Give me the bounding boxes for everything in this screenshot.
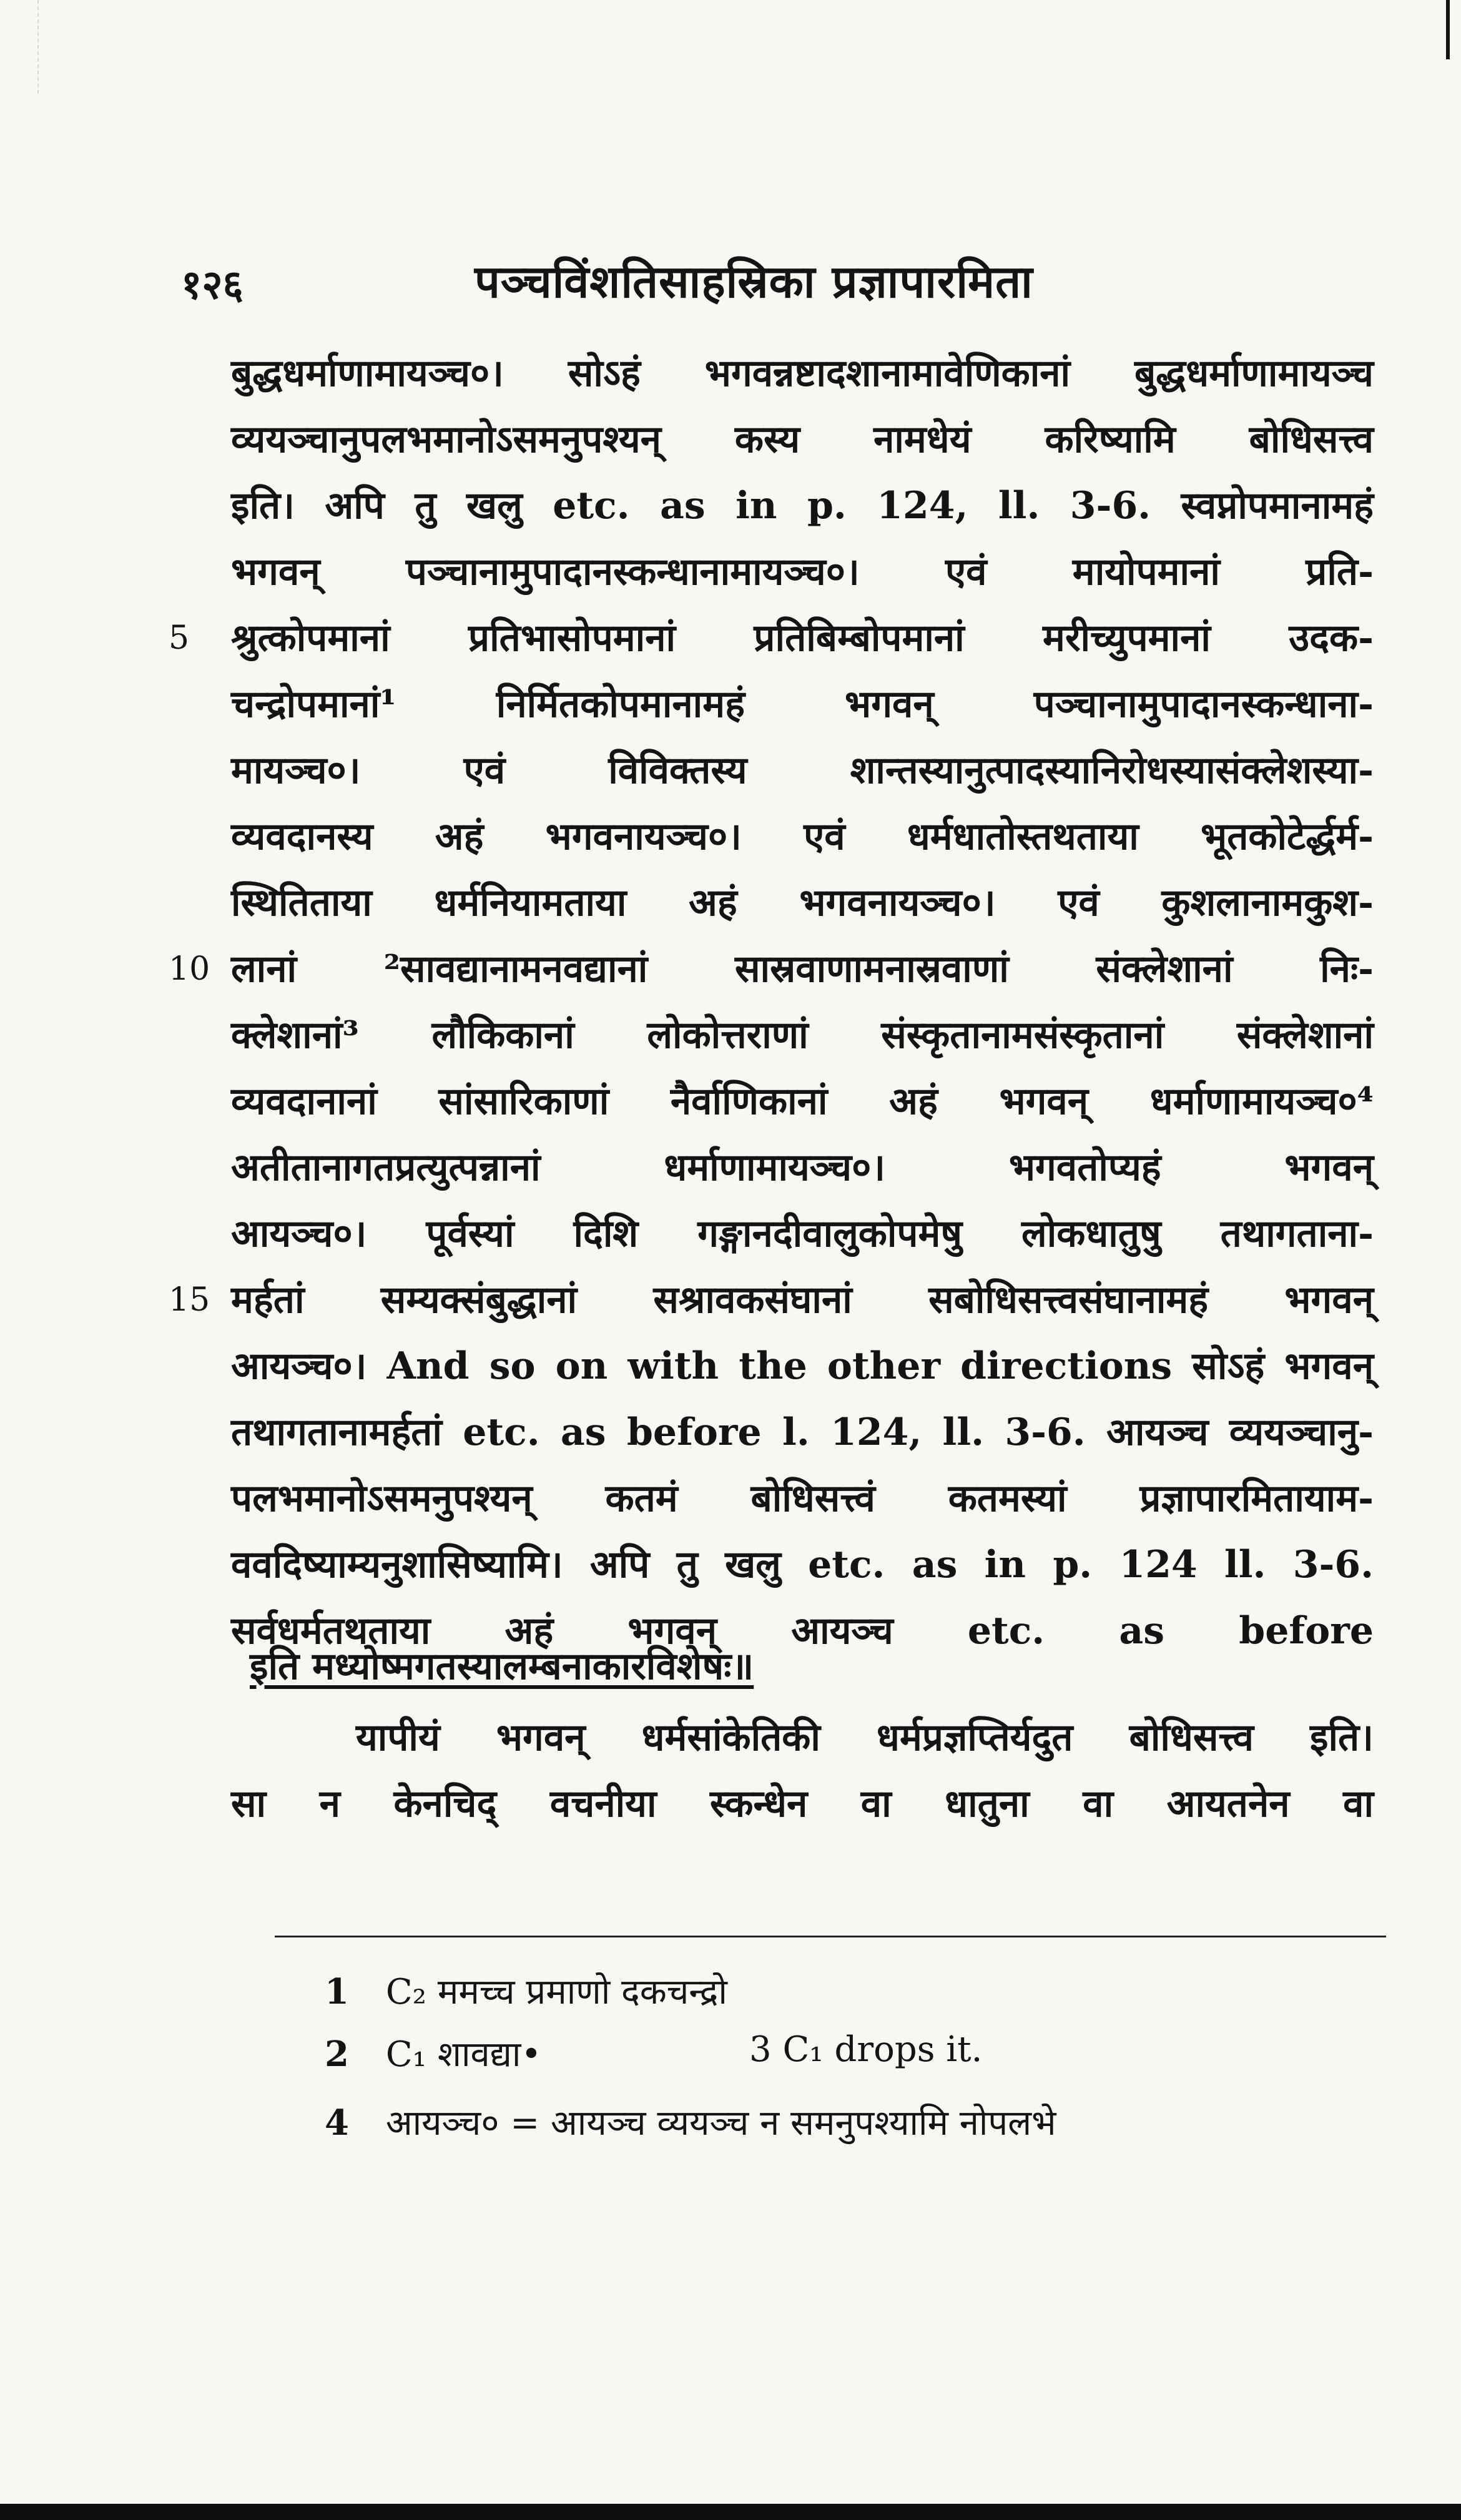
text-line xyxy=(231,1532,1374,1598)
page-number: १२६ xyxy=(181,262,244,308)
line-text: चन्द्रोपमानां¹ निर्मितकोपमानामहं भगवन् पञ्चानामुपादानस्कन्धाना- xyxy=(231,682,1374,726)
line-text: व्ययञ्चानुपलभमानोऽसमनुपश्यन् कस्य नामधेयं करिष्यामि बोधिसत्त्व xyxy=(231,418,1374,461)
text-line xyxy=(169,1267,1374,1333)
footnote-number: 4 xyxy=(325,2102,349,2143)
paragraph-line: यापीयं भगवन् धर्मसांकेतिकी धर्मप्रज्ञप्तिर्यदुत बोधिसत्त्व इति। xyxy=(356,1716,1374,1760)
line-text: स्थितिताया धर्मनियामताया अहं भगवनायञ्च०। एवं कुशलानामकुश- xyxy=(231,881,1374,925)
footnote-divider xyxy=(275,1936,1386,1937)
text-line xyxy=(231,1002,1374,1068)
line-text: पलभमानोऽसमनुपश्यन् कतमं बोधिसत्त्वं कतमस्यां प्रज्ञापारमितायाम- xyxy=(231,1477,1374,1520)
text-line xyxy=(231,1399,1374,1465)
line-text: मायञ्च०। एवं विविक्तस्य शान्तस्यानुत्पादस्यानिरोधस्यासंक्लेशस्या- xyxy=(231,749,1374,792)
line-text: अतीतानागतप्रत्युत्पन्नानां धर्माणामायञ्च०। भगवतोप्यहं भगवन् xyxy=(231,1146,1374,1189)
text-line xyxy=(169,605,1374,671)
text-line xyxy=(231,671,1374,737)
footnote-number: 3 xyxy=(749,2029,772,2070)
scan-edge-mark xyxy=(0,0,39,94)
line-text: ववदिष्याम्यनुशासिष्यामि। अपि तु खलु etc. as in p. 124 ll. 3-6. xyxy=(231,1543,1374,1587)
line-text: क्लेशानां³ लौकिकानां लोकोत्तराणां संस्कृतानामसंस्कृतानां संक्लेशानां xyxy=(231,1013,1374,1057)
line-text: व्यवदानस्य अहं भगवनायञ्च०। एवं धर्मधातोस्तथताया भूतकोटेर्द्धर्म- xyxy=(231,815,1374,859)
text-line xyxy=(231,804,1374,870)
text-line xyxy=(231,539,1374,605)
scan-edge-mark-right xyxy=(1446,0,1450,59)
page-header xyxy=(181,250,1405,325)
text-line xyxy=(231,1134,1374,1201)
line-number: 15 xyxy=(169,1281,210,1319)
footnote-text: आयञ्च० = आयञ्च व्ययञ्च न समनुपश्यामि नोपलभे xyxy=(385,2103,1056,2143)
footnote-number: 1 xyxy=(325,1971,349,2012)
line-text: व्यवदानानां सांसारिकाणां नैर्वाणिकानां अहं भगवन् धर्माणामायञ्च०⁴ xyxy=(231,1080,1374,1123)
footnote-1 xyxy=(325,1967,727,2014)
paragraph xyxy=(231,1705,1374,1837)
text-line xyxy=(231,870,1374,936)
line-text: इति। अपि तु खलु etc. as in p. 124, ll. 3-6. स्वप्नोपमानामहं xyxy=(231,484,1374,528)
footnote-text: C₂ ममच्च प्रमाणो दकचन्द्रो xyxy=(385,1972,727,2012)
line-text: बुद्धधर्माणामायञ्च०। सोऽहं भगवन्नष्टादशानामावेणिकानां बुद्धधर्माणामायञ्च xyxy=(231,352,1374,395)
text-line xyxy=(231,1465,1374,1532)
paragraph-line: सा न केनचिद् वचनीया स्कन्धेन वा धातुना वा आयतनेन वा xyxy=(231,1782,1374,1826)
line-text: आयञ्च०। And so on with the other directions सोऽहं भगवन् xyxy=(231,1344,1374,1388)
footnote-4 xyxy=(325,2098,1056,2145)
text-line xyxy=(231,1201,1374,1267)
text-line xyxy=(231,1068,1374,1134)
line-text: भगवन् पञ्चानामुपादानस्कन्धानामायञ्च०। एवं मायोपमानां प्रति- xyxy=(231,550,1374,594)
line-text: मर्हतां सम्यक्संबुद्धानां सश्रावकसंघानां सबोधिसत्त्वसंघानामहं भगवन् xyxy=(231,1278,1374,1322)
footnote-2 xyxy=(325,2029,541,2077)
line-number: 10 xyxy=(169,950,210,988)
text-line xyxy=(231,473,1374,539)
footnote-text: C₁ शावद्या• xyxy=(385,2034,542,2075)
line-text: तथागतानामर्हतां etc. as before l. 124, ll. 3-6. आयञ्च व्ययञ्चानु- xyxy=(231,1410,1374,1454)
text-line xyxy=(231,406,1374,473)
page-title: पञ्चविंशतिसाहस्रिका प्रज्ञापारमिता xyxy=(475,255,1033,308)
line-number: 5 xyxy=(169,619,190,657)
section-end-line: इति मध्योष्मगतस्यालम्बनाकारविशेषः॥ xyxy=(250,1645,754,1688)
footnote-text: C₁ drops it. xyxy=(782,2029,983,2070)
line-text: सर्वधर्मतथताया अहं भगवन् आयञ्च etc. as before xyxy=(231,1609,1374,1653)
text-line xyxy=(231,340,1374,406)
scan-bottom-edge xyxy=(0,2504,1461,2520)
text-line xyxy=(231,737,1374,804)
line-text: आयञ्च०। पूर्वस्यां दिशि गङ्गानदीवालुकोपमेषु लोकधातुषु तथागताना- xyxy=(231,1212,1374,1256)
text-line xyxy=(231,1333,1374,1399)
main-text xyxy=(169,340,1374,1664)
text-line xyxy=(169,936,1374,1002)
line-text: श्रुत्कोपमानां प्रतिभासोपमानां प्रतिबिम्बोपमानां मरीच्युपमानां उदक- xyxy=(231,616,1374,660)
footnote-3 xyxy=(749,2029,982,2070)
line-text: लानां ²सावद्यानामनवद्यानां सास्रवाणामनास्रवाणां संक्लेशानां निः- xyxy=(231,947,1374,991)
footnote-number: 2 xyxy=(325,2034,349,2075)
